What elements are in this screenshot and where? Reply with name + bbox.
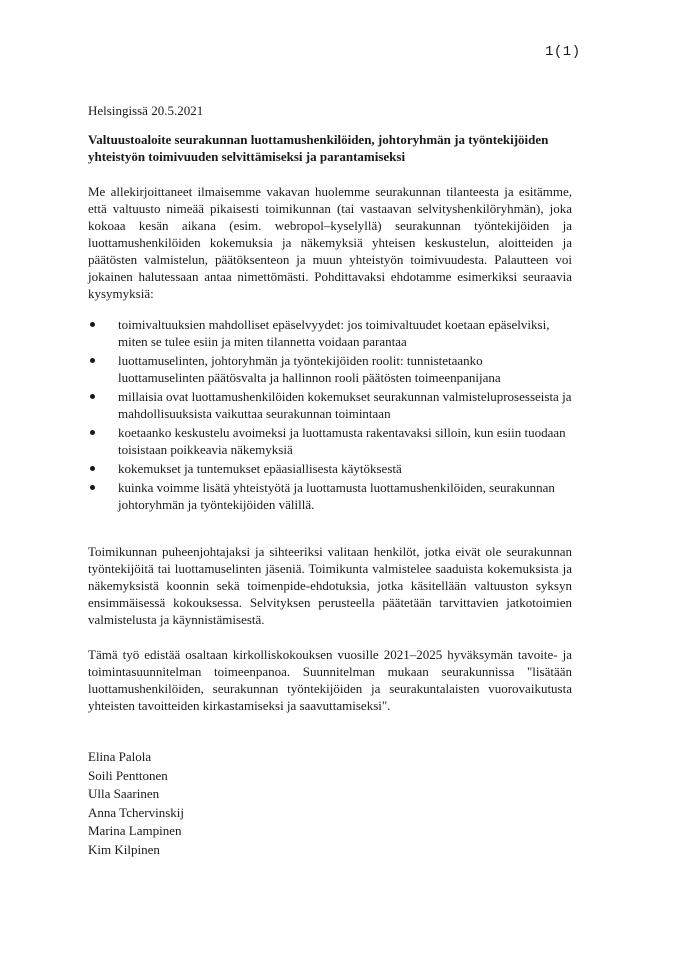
list-item [88,352,572,386]
bullet-icon [90,485,95,490]
list-item [88,460,572,477]
list-item-text: kokemukset ja tuntemukset epäasiallisesta käytöksestä [118,461,402,476]
list-item [88,316,572,350]
bullet-icon [90,430,95,435]
signatory-list [88,748,572,859]
list-item-text: luottamuselinten, johtoryhmän ja työntekijöiden roolit: tunnistetaanko luottamuselinten päätösvalta ja hallinnon rooli päätösten toimeenpanijana [118,353,501,385]
bullet-icon [90,466,95,471]
signatory-name: Elina Palola [88,749,152,764]
list-item-text: koetaanko keskustelu avoimeksi ja luottamusta rakentavaksi silloin, kun esiin tuodaan toisistaan poikkeavia näkemyksiä [118,425,566,457]
signatory-name: Marina Lampinen [88,823,182,838]
list-item [88,479,572,513]
signatory-name: Ulla Saarinen [88,786,160,801]
question-list [88,316,572,513]
bullet-icon [90,394,95,399]
signatory-name: Kim Kilpinen [88,841,160,857]
paragraph-committee: Toimikunnan puheenjohtajaksi ja sihteeriksi valitaan henkilöt, jotka eivät ole seurakunnan työntekijöitä tai luottamuselinten jäseniä. Toimikunta valmistelee saaduista kokemuksista ja näkemyksistä koonnin sekä toimenpide-ehdotuksia, jotka käsitellään valtuuston syksyn ensimmäisessä kokouksessa. Selvityksen perusteella päätetään tarvittavien jatkotoimien valmistelusta ja käynnistämisestä. [88,544,572,627]
signatory-name: Soili Penttonen [88,767,168,783]
intro-paragraph: Me allekirjoittaneet ilmaisemme vakavan huolemme seurakunnan tilanteesta ja esitämme, että valtuusto nimeää pikaisesti toimikunnan (tai vastaavan selvityshenkilöryhmän), joka kokoaa kesän aikana (esim. webropol–kyselyllä) seurakunnan työntekijöiden ja luottamushenkilöiden kokemuksia ja näkemyksiä yhteisen keskustelun, aloitteiden ja päätösten valmistelun, päätöksenteon ja muun yhteistyön toimivuudesta. Palautteen voi jokainen halutessaan antaa nimettömästi. Pohdittavaksi ehdotamme esimerkiksi seuraavia kysymyksiä: [88,184,572,301]
bullet-icon [90,358,95,363]
list-item [88,424,572,458]
paragraph-goals: Tämä työ edistää osaltaan kirkolliskokouksen vuosille 2021–2025 hyväksymän tavoite- ja toimintasuunnitelman toimeenpanoa. Suunnitelman mukaan seurakunnissa "lisätään luottamushenkilöiden, seurakunnan työntekijöiden ja seurakuntalaisten vuorovaikutusta yhteisten tavoitteiden kirkastamiseksi ja saavuttamiseksi". [88,647,572,713]
list-item-text: kuinka voimme lisätä yhteistyötä ja luottamusta luottamushenkilöiden, seurakunnan johtoryhmän ja työntekijöiden välillä. [118,480,555,512]
list-item-text: toimivaltuuksien mahdolliset epäselvyydet: jos toimivaltuudet koetaan epäselviksi, miten se tulee esiin ja miten tilannetta voidaan parantaa [118,317,550,349]
document-body [88,102,572,859]
list-item-text: millaisia ovat luottamushenkilöiden kokemukset seurakunnan valmisteluprosesseista ja mahdollisuuksista vaikuttaa seurakunnan toimintaan [118,389,572,421]
list-item [88,388,572,422]
place-date: Helsingissä 20.5.2021 [88,103,204,118]
signatory-name: Anna Tchervinskij [88,804,184,820]
page-number: 1(1) [545,44,581,60]
bullet-icon [90,322,95,327]
document-title: Valtuustoaloite seurakunnan luottamushenkilöiden, johtoryhmän ja työntekijöiden yhteistyön toimivuuden selvittämiseksi ja parantamiseksi [88,132,549,164]
